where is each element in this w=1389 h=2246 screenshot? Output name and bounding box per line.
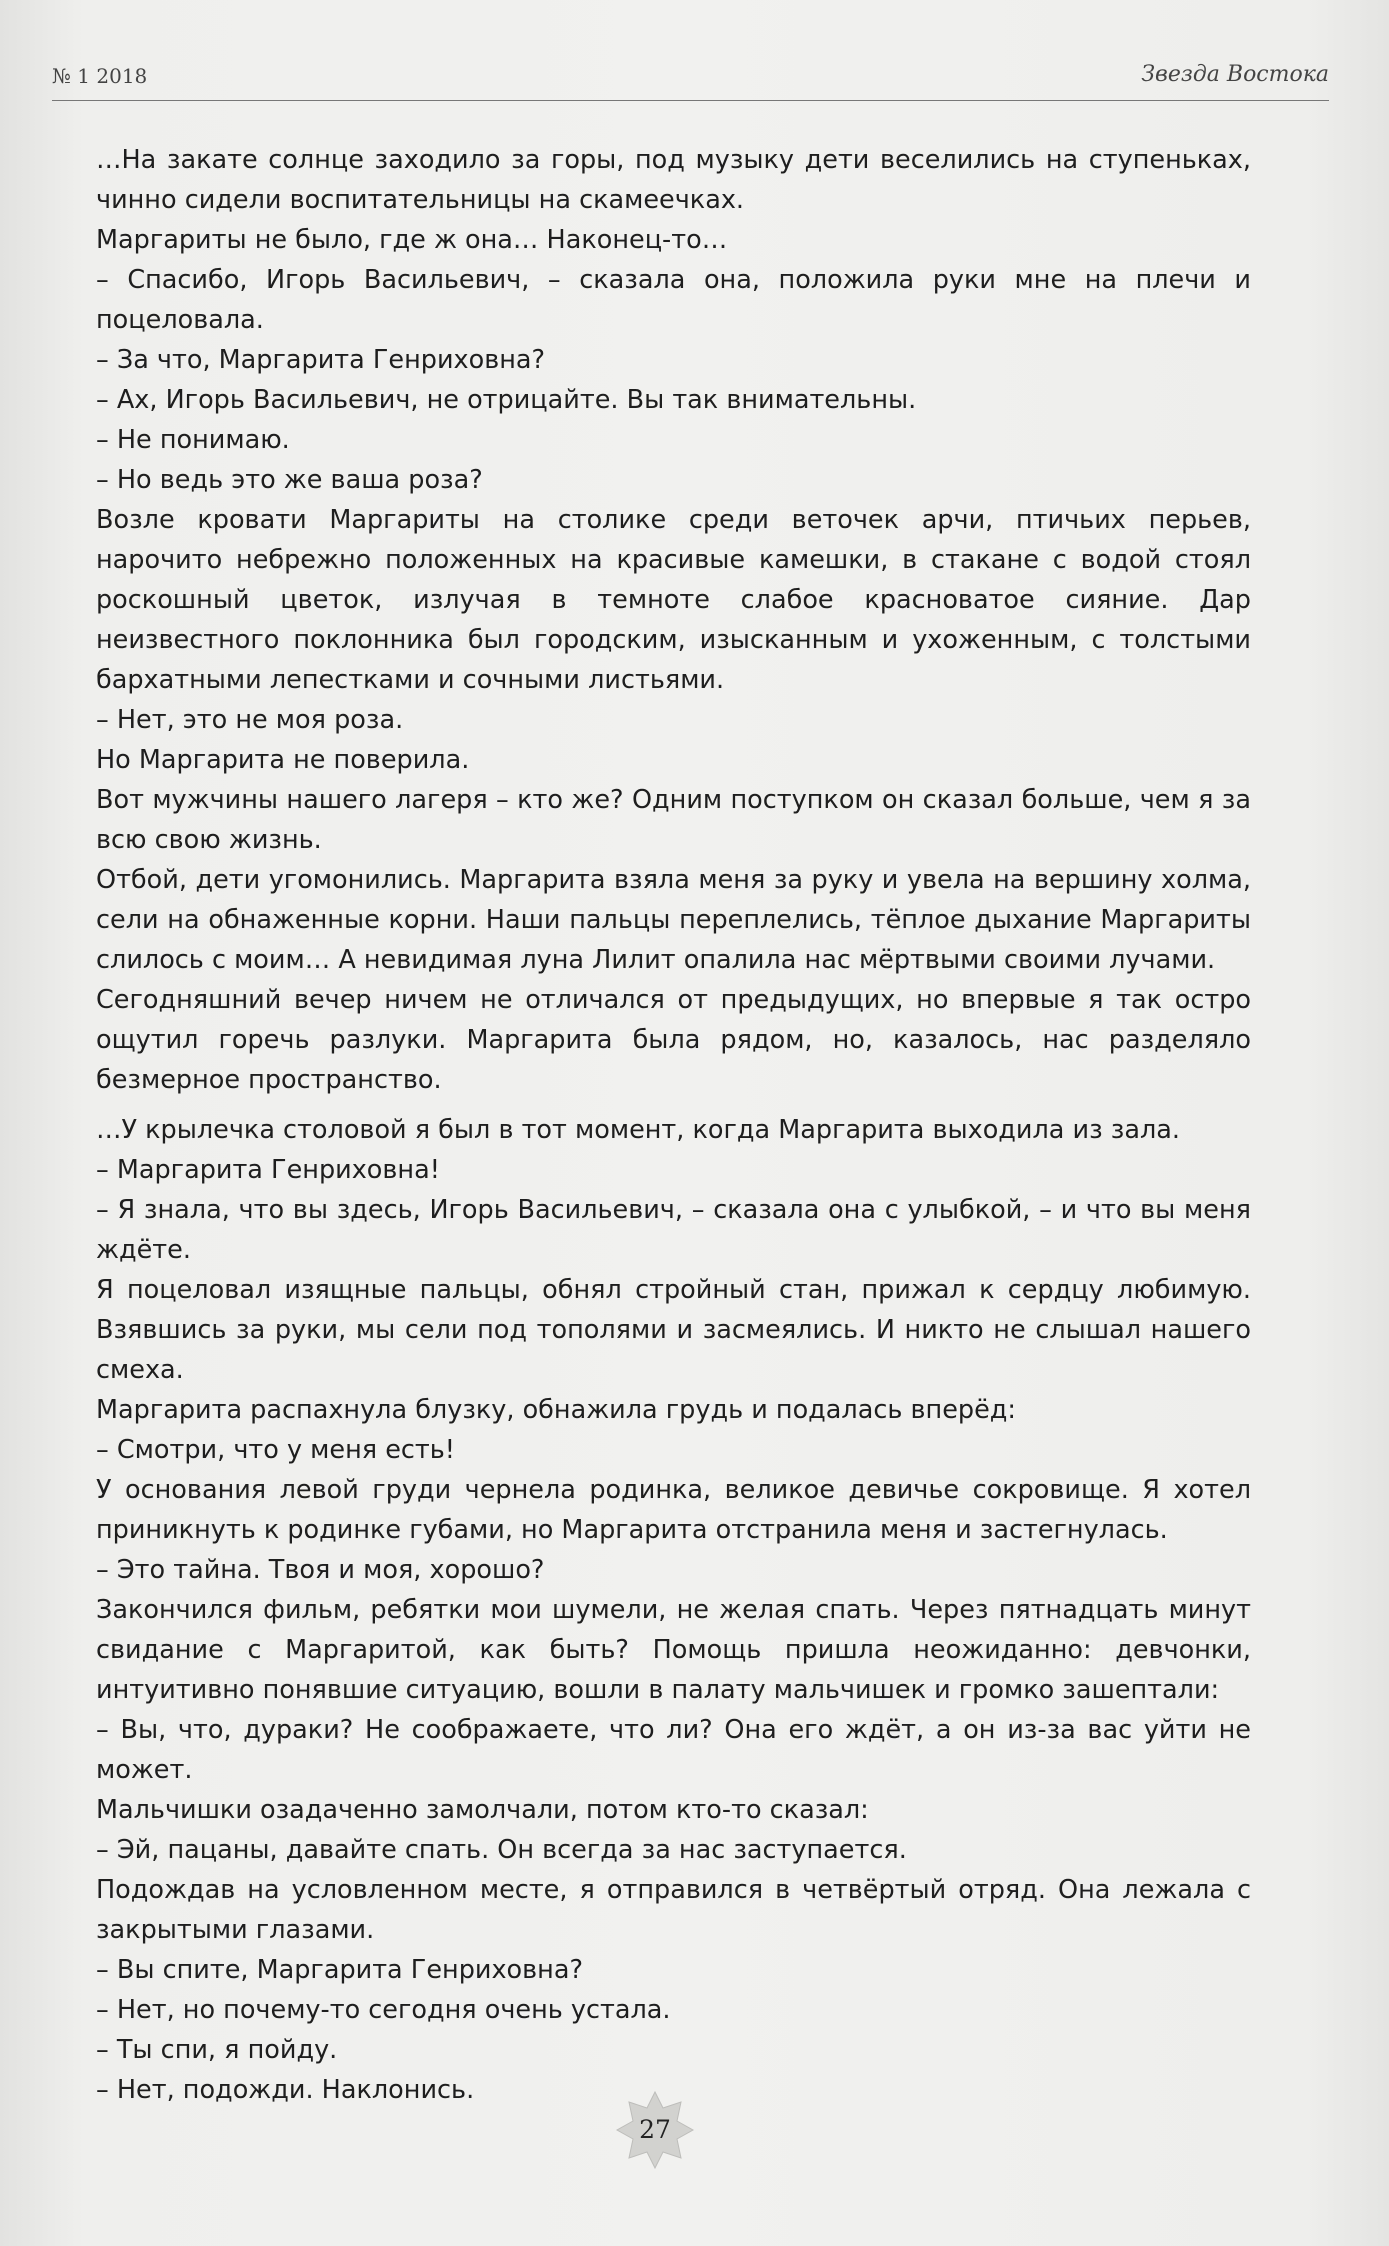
paragraph: – Нет, но почему-то сегодня очень устала. [96,1995,671,2025]
paragraph: Я поцеловал изящные пальцы, обнял стройный стан, прижал к сердцу любимую. Взявшись за руки, мы сели под тополями и засмеялись. И никто не слышал нашего смеха. [96,1275,1251,1385]
paragraph: У основания левой груди чернела родинка, великое девичье сокровище. Я хотел приникнуть к родинке губами, но Маргарита отстранила меня и застегнулась. [96,1475,1251,1545]
paragraph: – Это тайна. Твоя и моя, хорошо? [96,1555,545,1585]
paragraph: – Нет, подожди. Наклонись. [96,2075,475,2105]
paragraph: Закончился фильм, ребятки мои шумели, не желая спать. Через пятнадцать минут свидание с Маргаритой, как быть? Помощь пришла неожиданно: девчонки, интуитивно понявшие ситуацию, вошли в палату мальчишек и громко зашептали: [96,1595,1251,1705]
paragraph: Возле кровати Маргариты на столике среди веточек арчи, птичьих перьев, нарочито небрежно положенных на красивые камешки, в стакане с водой стоял роскошный цветок, излучая в темноте слабое красноватое сияние. Дар неизвестного поклонника был городским, изысканным и ухоженным, с толстыми бархатными лепестками и сочными листьями. [96,505,1251,695]
paragraph: – Смотри, что у меня есть! [96,1435,456,1465]
journal-title: Звезда Востока [1141,62,1329,87]
paragraph: Отбой, дети угомонились. Маргарита взяла меня за руку и увела на вершину холма, сели на обнаженные корни. Наши пальцы переплелись, тёплое дыхание Маргариты слилось с моим… А невидимая луна Лилит опалила нас мёртвыми своими лучами. [96,865,1251,975]
header-divider [52,100,1329,101]
paragraph: – Ты спи, я пойду. [96,2035,338,2065]
paragraph: …На закате солнце заходило за горы, под музыку дети веселились на ступеньках, чинно сидели воспитательницы на скамеечках. [96,145,1251,215]
paragraph: Маргариты не было, где ж она… Наконец-то… [96,225,728,255]
paragraph: – Но ведь это же ваша роза? [96,465,483,495]
issue-number: № 1 2018 [52,64,148,88]
paragraph: – Спасибо, Игорь Васильевич, – сказала она, положила руки мне на плечи и поцеловала. [96,265,1251,335]
paragraph: – Ах, Игорь Васильевич, не отрицайте. Вы так внимательны. [96,385,917,415]
paragraph: – Эй, пацаны, давайте спать. Он всегда за нас заступается. [96,1835,907,1865]
paragraph: – Нет, это не моя роза. [96,705,404,735]
article-text [96,140,1251,2110]
paragraph: Но Маргарита не поверила. [96,745,470,775]
paragraph: – Не понимаю. [96,425,290,455]
paragraph: …У крылечка столовой я был в тот момент, когда Маргарита выходила из зала. [96,1115,1180,1145]
paragraph: – Маргарита Генриховна! [96,1155,440,1185]
paragraph: – Я знала, что вы здесь, Игорь Васильевич, – сказала она с улыбкой, – и что вы меня ждёте. [96,1195,1251,1265]
paragraph: Маргарита распахнула блузку, обнажила грудь и подалась вперёд: [96,1395,1016,1425]
page-number: 27 [639,2115,671,2144]
paragraph: Мальчишки озадаченно замолчали, потом кто-то сказал: [96,1795,869,1825]
page-number-ornament [615,2090,695,2170]
paragraph: Сегодняшний вечер ничем не отличался от предыдущих, но впервые я так остро ощутил горечь разлуки. Маргарита была рядом, но, казалось, нас разделяло безмерное пространство. [96,985,1251,1095]
paragraph: – Вы спите, Маргарита Генриховна? [96,1955,584,1985]
paragraph: Вот мужчины нашего лагеря – кто же? Одним поступком он сказал больше, чем я за всю свою жизнь. [96,785,1251,855]
paragraph: – Вы, что, дураки? Не соображаете, что ли? Она его ждёт, а он из-за вас уйти не может. [96,1715,1251,1785]
paragraph: – За что, Маргарита Генриховна? [96,345,546,375]
paragraph: Подождав на условленном месте, я отправился в четвёртый отряд. Она лежала с закрытыми глазами. [96,1875,1251,1945]
